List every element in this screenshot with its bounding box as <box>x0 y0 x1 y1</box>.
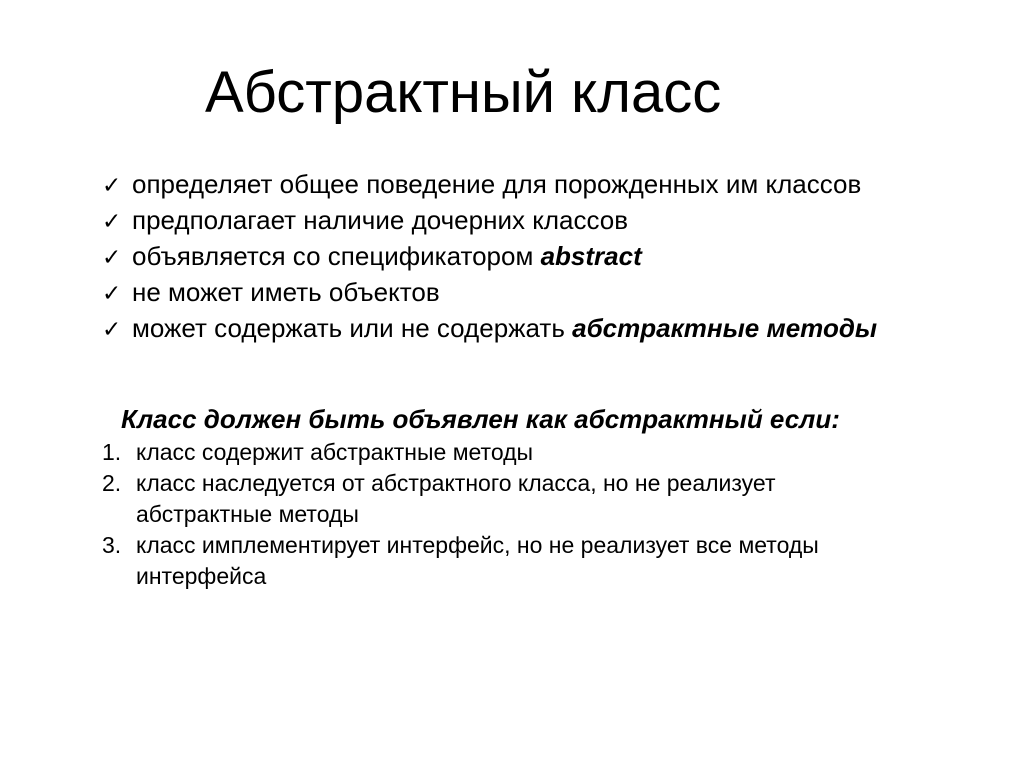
list-item <box>102 239 877 275</box>
condition-text: класс содержит абстрактные методы <box>136 439 534 465</box>
check-icon: ✓ <box>102 281 122 307</box>
check-icon: ✓ <box>102 317 122 343</box>
bullet-text: не может иметь объектов <box>132 277 440 307</box>
condition-text: класс наследуется от абстрактного класса, но не реализует абстрактные методы <box>136 470 776 527</box>
list-item <box>102 203 877 239</box>
condition-text: класс имплементирует интерфейс, но не реализует все методы интерфейса <box>136 532 819 589</box>
item-number: 2. <box>102 470 122 496</box>
slide-title: Абстрактный класс <box>205 60 722 125</box>
bullet-text <box>132 239 642 273</box>
list-item <box>102 275 877 311</box>
item-number: 1. <box>102 439 122 465</box>
check-icon: ✓ <box>102 173 122 199</box>
conditions-list <box>102 437 896 592</box>
bullet-text-plain: может содержать или не содержать <box>132 313 573 343</box>
list-item <box>102 167 877 203</box>
conditions-heading: Класс должен быть объявлен как абстрактный если: <box>121 404 840 434</box>
list-item <box>102 468 896 530</box>
bullet-text: определяет общее поведение для порожденных им классов <box>132 169 862 199</box>
list-item <box>102 437 896 468</box>
properties-list <box>102 167 877 347</box>
bullet-text-plain: объявляется со спецификатором <box>132 241 541 271</box>
check-icon: ✓ <box>102 245 122 271</box>
item-number: 3. <box>102 532 122 558</box>
bullet-keyword: abstract <box>540 241 642 271</box>
bullet-keyword: абстрактные методы <box>572 313 878 343</box>
list-item <box>102 530 896 592</box>
list-item <box>102 311 877 347</box>
check-icon: ✓ <box>102 209 122 235</box>
bullet-text: предполагает наличие дочерних классов <box>132 205 629 235</box>
bullet-text <box>132 311 877 345</box>
